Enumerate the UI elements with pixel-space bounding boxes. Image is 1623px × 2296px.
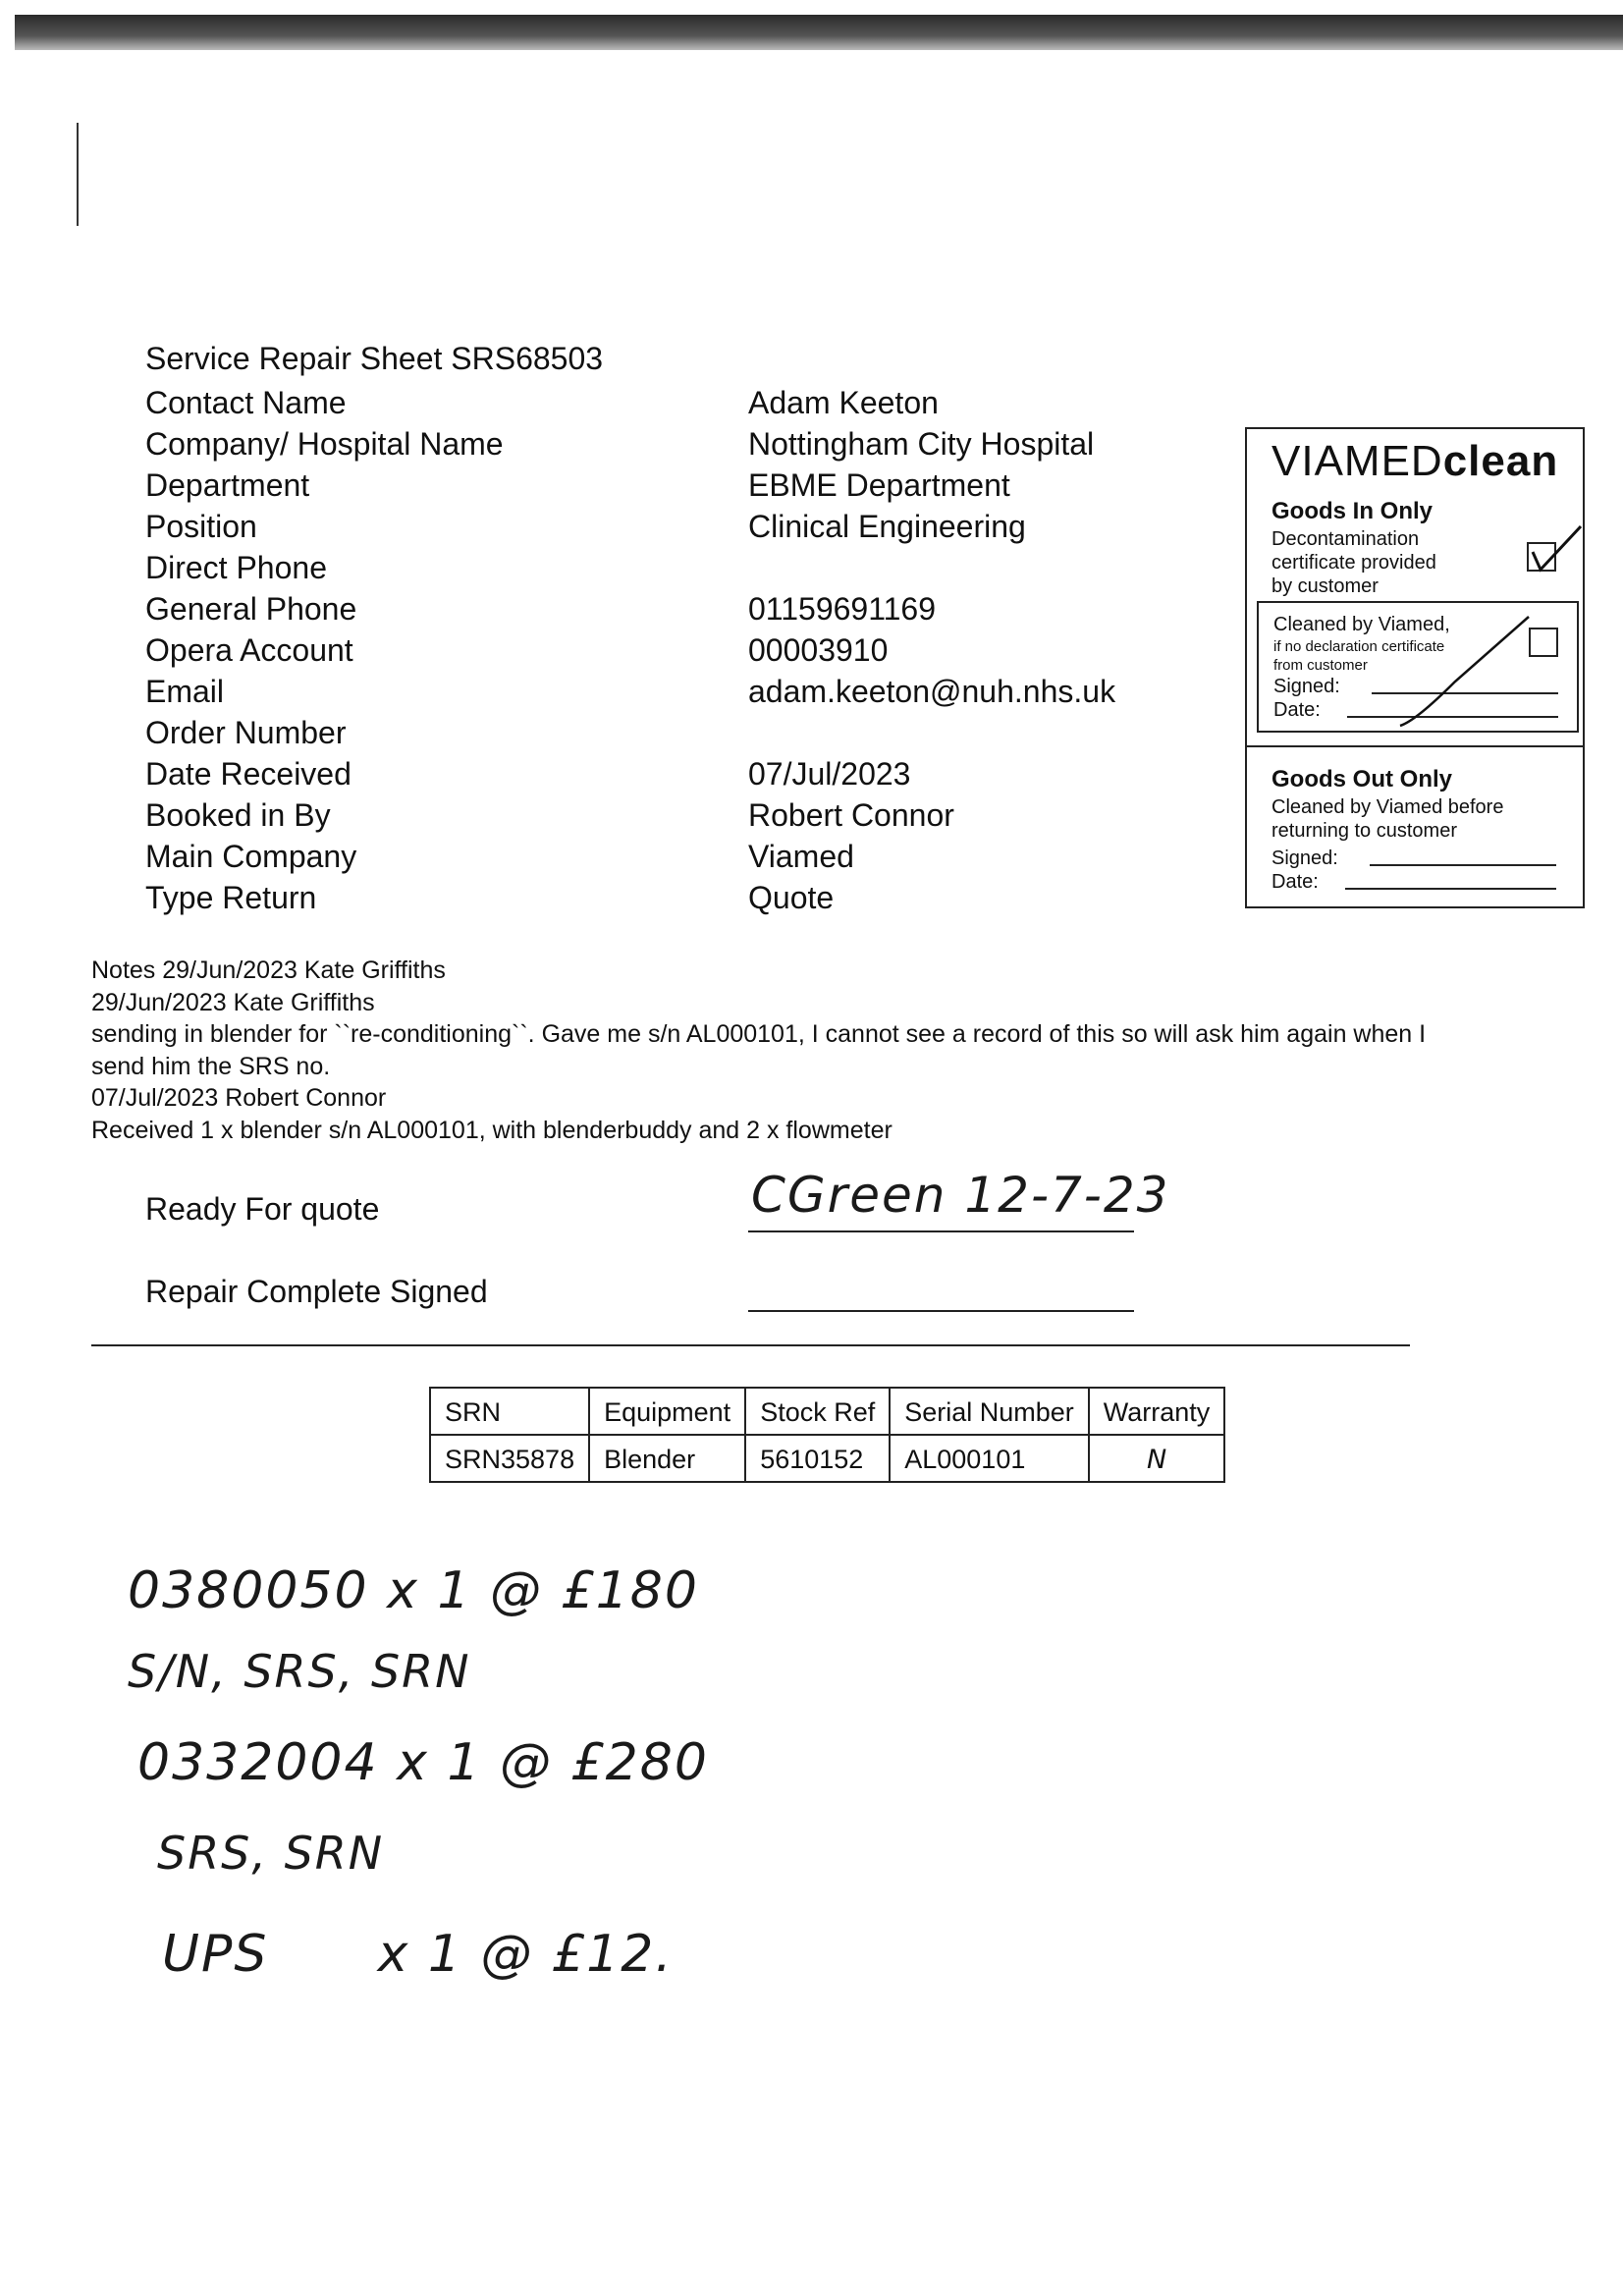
section-divider (91, 1344, 1410, 1346)
field-label: Main Company (145, 839, 357, 874)
note-line: 29/Jun/2023 Kate Griffiths (91, 988, 375, 1016)
cell-serial-number: AL000101 (890, 1435, 1089, 1482)
field-label: Department (145, 467, 310, 503)
field-label: Email (145, 674, 225, 709)
note-line: Notes 29/Jun/2023 Kate Griffiths (91, 957, 446, 984)
strike-through-mark (1396, 613, 1534, 731)
decon-line: Decontamination (1271, 528, 1420, 550)
checkmark-icon (1527, 522, 1586, 581)
cleaned-by-viamed-section (1257, 601, 1579, 733)
goods-out-date-line (1345, 888, 1556, 890)
goods-out-date-label: Date: (1271, 871, 1319, 893)
goods-in-heading: Goods In Only (1271, 498, 1434, 524)
note-line: sending in blender for ``re-conditioning``. Gave me s/n AL000101, I cannot see a record of this so will ask him again when I (91, 1020, 1427, 1048)
notes (91, 955, 1603, 1146)
equipment-table (429, 1387, 1225, 1483)
field-label: Position (145, 509, 257, 544)
repair-complete-label: Repair Complete Signed (145, 1274, 488, 1309)
cleaned-small-line: from customer (1273, 657, 1368, 674)
ready-signature-line (748, 1230, 1134, 1232)
field-label: Date Received (145, 756, 352, 792)
field-value: 01159691169 (748, 591, 937, 627)
ready-signature: CGreen 12-7-23 (751, 1167, 1170, 1224)
signed-label: Signed: (1273, 676, 1340, 697)
header-stock-ref: Stock Ref (745, 1388, 890, 1435)
cell-warranty: N (1089, 1435, 1225, 1482)
table-row (430, 1435, 1224, 1482)
cleaned-small-line: if no declaration certificate (1273, 638, 1445, 655)
repair-complete-line (748, 1310, 1134, 1312)
cell-stock-ref: 5610152 (745, 1435, 890, 1482)
field-label: General Phone (145, 591, 357, 627)
field-label: Booked in By (145, 797, 331, 833)
field-label: Order Number (145, 715, 347, 750)
field-value: Viamed (748, 839, 854, 874)
goods-out-signed-line (1370, 864, 1556, 866)
header-warranty: Warranty (1089, 1388, 1225, 1435)
decon-line: by customer (1271, 575, 1379, 597)
goods-out-heading: Goods Out Only (1271, 766, 1452, 793)
goods-out-line: Cleaned by Viamed before (1271, 796, 1504, 818)
cleaned-text: Cleaned by Viamed, (1273, 614, 1450, 635)
header-serial-number: Serial Number (890, 1388, 1089, 1435)
note-line: 07/Jul/2023 Robert Connor (91, 1084, 387, 1112)
brand-light: VIAMED (1271, 437, 1443, 485)
field-value: 07/Jul/2023 (748, 756, 911, 792)
viamedclean-logo (1271, 437, 1558, 486)
field-value: Robert Connor (748, 797, 954, 833)
goods-out-line: returning to customer (1271, 820, 1457, 842)
brand-bold: clean (1442, 437, 1559, 485)
field-value: 00003910 (748, 632, 889, 668)
handwritten-line: 0380050 x 1 @ £180 (128, 1561, 699, 1620)
goods-out-text (1271, 795, 1503, 843)
header-srn: SRN (430, 1388, 589, 1435)
handwritten-line: 0332004 x 1 @ £280 (137, 1733, 709, 1792)
cell-equipment: Blender (589, 1435, 745, 1482)
field-label: Type Return (145, 880, 317, 915)
viamedclean-stamp (1245, 427, 1585, 908)
field-label: Opera Account (145, 632, 353, 668)
goods-out-signed-label: Signed: (1271, 847, 1338, 869)
header-equipment: Equipment (589, 1388, 745, 1435)
field-label: Contact Name (145, 385, 347, 420)
field-label: Direct Phone (145, 550, 327, 585)
handwritten-line: S/N, SRS, SRN (128, 1645, 471, 1698)
field-value: Quote (748, 880, 835, 915)
note-line: Received 1 x blender s/n AL000101, with blenderbuddy and 2 x flowmeter (91, 1116, 893, 1144)
decon-line: certificate provided (1271, 552, 1436, 574)
field-value: EBME Department (748, 467, 1010, 503)
decon-text (1271, 527, 1436, 598)
scan-edge (15, 15, 1623, 50)
handwritten-line: UPS x 1 @ £12. (162, 1925, 674, 1984)
ready-for-quote-label: Ready For quote (145, 1191, 380, 1227)
cell-srn: SRN35878 (430, 1435, 589, 1482)
handwritten-line: SRS, SRN (157, 1827, 385, 1880)
sheet-title: Service Repair Sheet SRS68503 (145, 341, 604, 376)
table-header-row (430, 1388, 1224, 1435)
field-value: Adam Keeton (748, 385, 939, 420)
note-line: send him the SRS no. (91, 1052, 331, 1080)
field-label: Company/ Hospital Name (145, 426, 504, 462)
scan-mark (77, 123, 79, 226)
field-value: Nottingham City Hospital (748, 426, 1095, 462)
field-value: adam.keeton@nuh.nhs.uk (748, 674, 1116, 709)
stamp-divider (1247, 745, 1583, 747)
date-label: Date: (1273, 699, 1321, 721)
field-value: Clinical Engineering (748, 509, 1026, 544)
